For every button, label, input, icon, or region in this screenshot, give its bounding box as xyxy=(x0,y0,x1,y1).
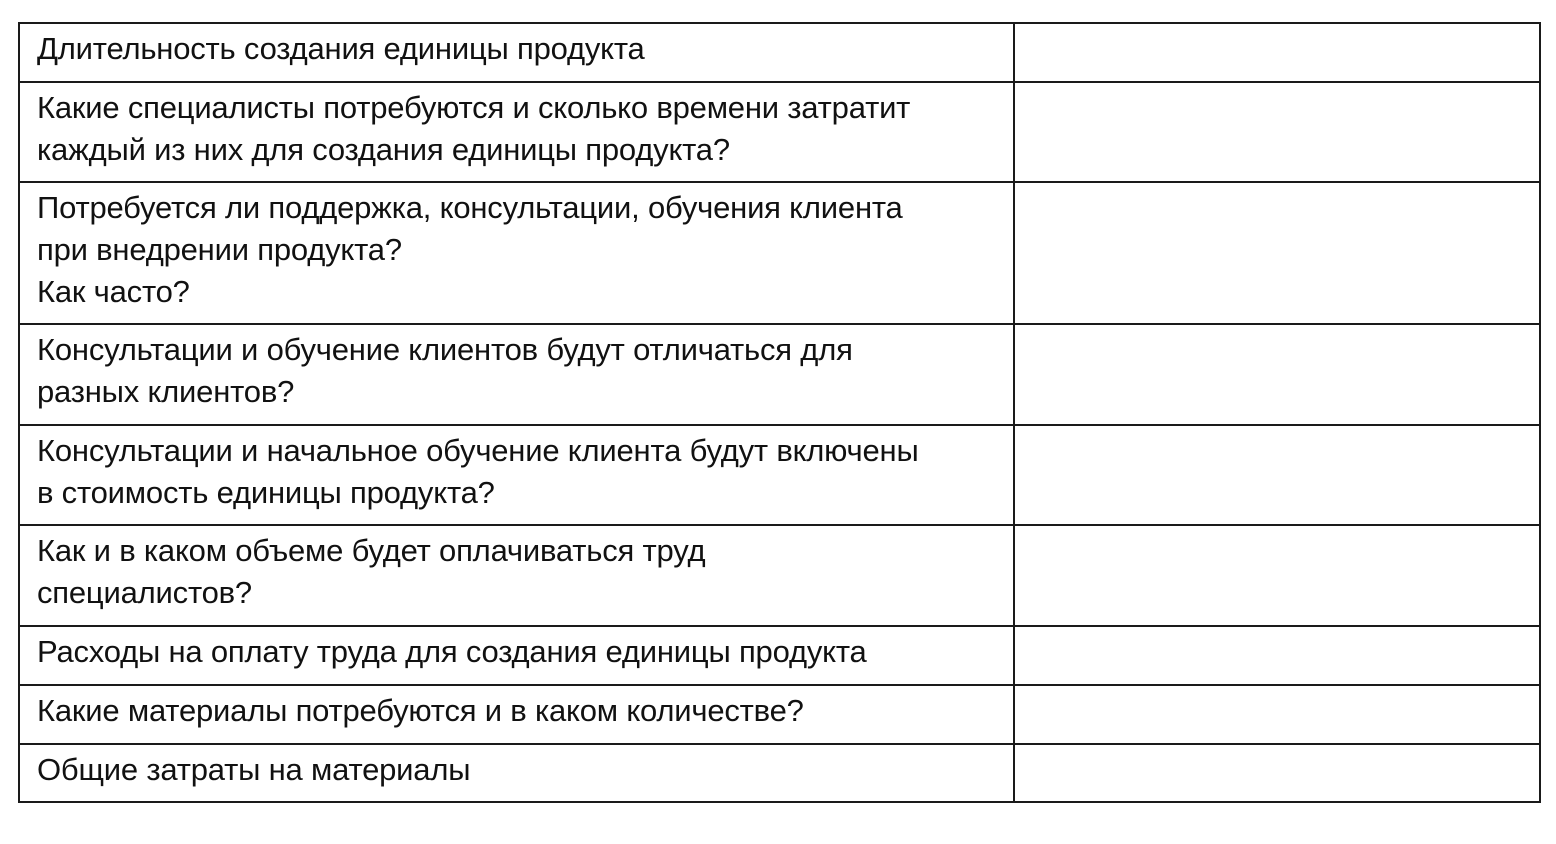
question-text: Какие специалисты потребуются и сколько времени затратит каждый из них для создания единицы продукта? xyxy=(37,90,911,167)
answer-cell[interactable] xyxy=(1014,525,1540,626)
table-row xyxy=(19,525,1540,626)
question-cell xyxy=(19,685,1014,744)
table-row xyxy=(19,82,1540,182)
question-text: Консультации и обучение клиентов будут отличаться для разных клиентов? xyxy=(37,332,853,409)
question-text: Консультации и начальное обучение клиента будут включены в стоимость единицы продукта? xyxy=(37,433,919,510)
answer-cell[interactable] xyxy=(1014,82,1540,182)
questionnaire-table xyxy=(18,22,1541,803)
question-text: Как и в каком объеме будет оплачиваться труд специалистов? xyxy=(37,533,706,610)
question-cell xyxy=(19,744,1014,802)
question-cell xyxy=(19,425,1014,525)
answer-cell[interactable] xyxy=(1014,324,1540,425)
question-text: Расходы на оплату труда для создания единицы продукта xyxy=(37,634,867,669)
table-row xyxy=(19,324,1540,425)
question-text: Потребуется ли поддержка, консультации, обучения клиента при внедрении продукта? Как часто? xyxy=(37,190,903,309)
answer-cell[interactable] xyxy=(1014,685,1540,744)
question-cell xyxy=(19,23,1014,82)
answer-cell[interactable] xyxy=(1014,23,1540,82)
table-row xyxy=(19,626,1540,685)
question-cell xyxy=(19,324,1014,425)
question-cell xyxy=(19,182,1014,324)
answer-cell[interactable] xyxy=(1014,425,1540,525)
table-row xyxy=(19,744,1540,802)
answer-cell[interactable] xyxy=(1014,182,1540,324)
table-row xyxy=(19,685,1540,744)
question-text: Общие затраты на материалы xyxy=(37,752,471,787)
table-row xyxy=(19,23,1540,82)
table-row xyxy=(19,182,1540,324)
answer-cell[interactable] xyxy=(1014,626,1540,685)
question-text: Длительность создания единицы продукта xyxy=(37,31,645,66)
question-text: Какие материалы потребуются и в каком количестве? xyxy=(37,693,804,728)
question-cell xyxy=(19,626,1014,685)
table-row xyxy=(19,425,1540,525)
question-cell xyxy=(19,82,1014,182)
question-cell xyxy=(19,525,1014,626)
answer-cell[interactable] xyxy=(1014,744,1540,802)
